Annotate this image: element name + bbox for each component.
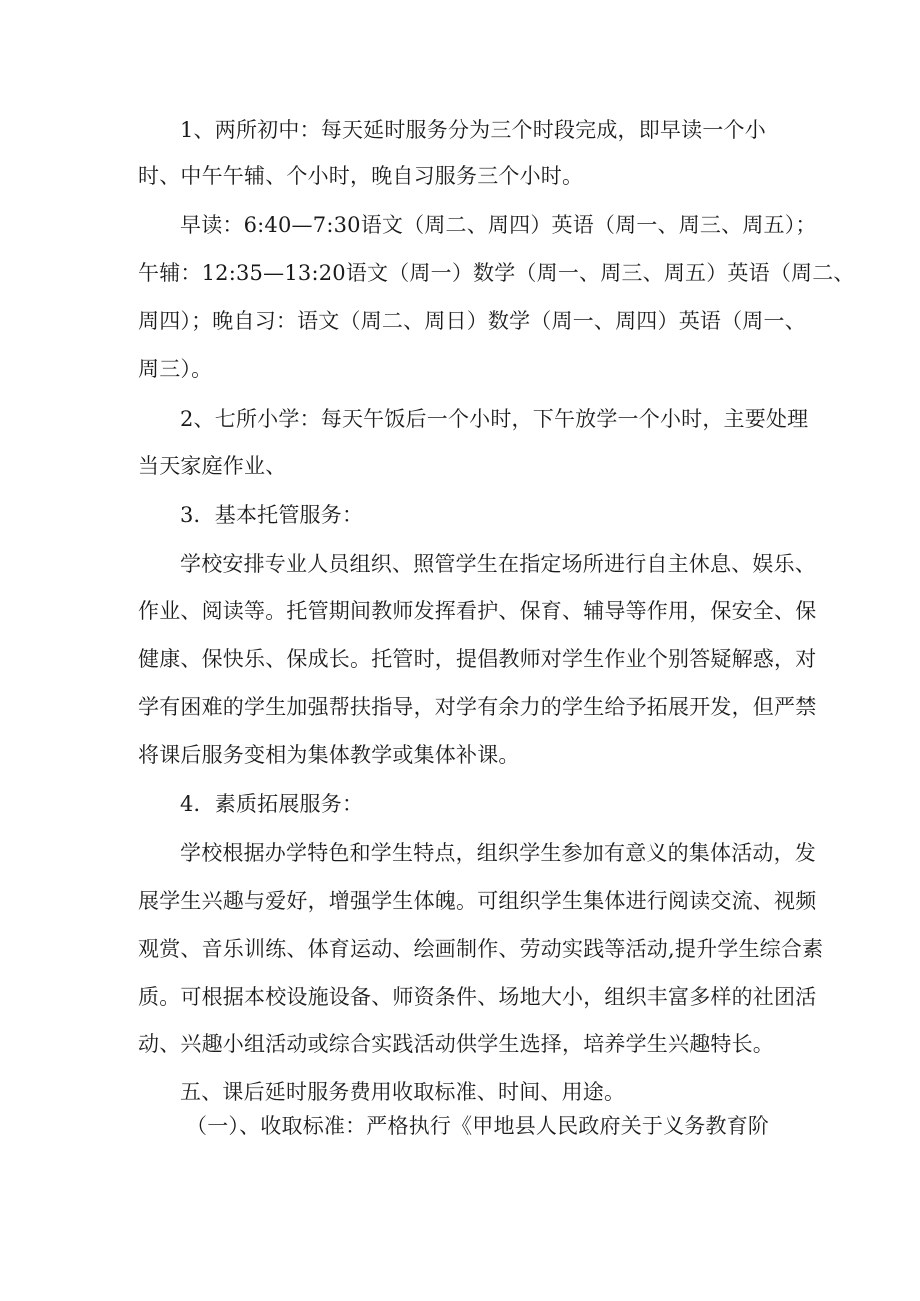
section-heading: 五、课后延时服务费用收取标准、时间、用途。 xyxy=(180,1080,626,1104)
section-heading: 3．基本托管服务： xyxy=(180,503,364,527)
text-line: 质。可根据本校设施设备、师资条件、场地大小，组织丰富多样的社团活 xyxy=(138,985,817,1009)
text-line: 时、中午午辅、个小时，晚自习服务三个小时。 xyxy=(138,164,584,188)
text-line: 学校安排专业人员组织、照管学生在指定场所进行自主休息、娱乐、 xyxy=(180,552,816,576)
text-line: 午辅：12:35—13:20语文（周一）数学（周一、周三、周五）英语（周二、 xyxy=(138,261,855,285)
text-line: （一）、收取标准：严格执行《甲地县人民政府关于义务教育阶 xyxy=(186,1114,770,1138)
text-line: 学校根据办学特色和学生特点，组织学生参加有意义的集体活动，发 xyxy=(180,841,816,865)
text-line: 健康、保快乐、保成长。托管时，提倡教师对学生作业个别答疑解惑，对 xyxy=(138,647,817,671)
text-line: 当天家庭作业、 xyxy=(138,454,287,478)
text-line: 早读：6:40—7:30语文（周二、周四）英语（周一、周三、周五）； xyxy=(180,213,817,237)
text-line: 作业、阅读等。托管期间教师发挥看护、保育、辅导等作用，保安全、保 xyxy=(138,599,817,623)
text-line: 将课后服务变相为集体教学或集体补课。 xyxy=(138,743,520,767)
text-line: 学有困难的学生加强帮扶指导，对学有余力的学生给予拓展开发，但严禁 xyxy=(138,695,817,719)
text-line: 展学生兴趣与爱好，增强学生体魄。可组织学生集体进行阅读交流、视频 xyxy=(138,889,817,913)
text-line: 周四）；晚自习：语文（周二、周日）数学（周一、周四）英语（周一、 xyxy=(138,309,806,333)
text-line: 观赏、音乐训练、体育运动、绘画制作、劳动实践等活动,提升学生综合素 xyxy=(138,937,824,961)
section-heading: 4．素质拓展服务： xyxy=(180,792,364,816)
text-line: 2、七所小学：每天午饭后一个小时，下午放学一个小时，主要处理 xyxy=(180,407,809,431)
text-line: 周三）。 xyxy=(138,357,213,381)
text-line: 动、兴趣小组活动或综合实践活动供学生选择，培养学生兴趣特长。 xyxy=(138,1032,774,1056)
text-line: 1、两所初中：每天延时服务分为三个时段完成，即早读一个小 xyxy=(180,118,766,142)
